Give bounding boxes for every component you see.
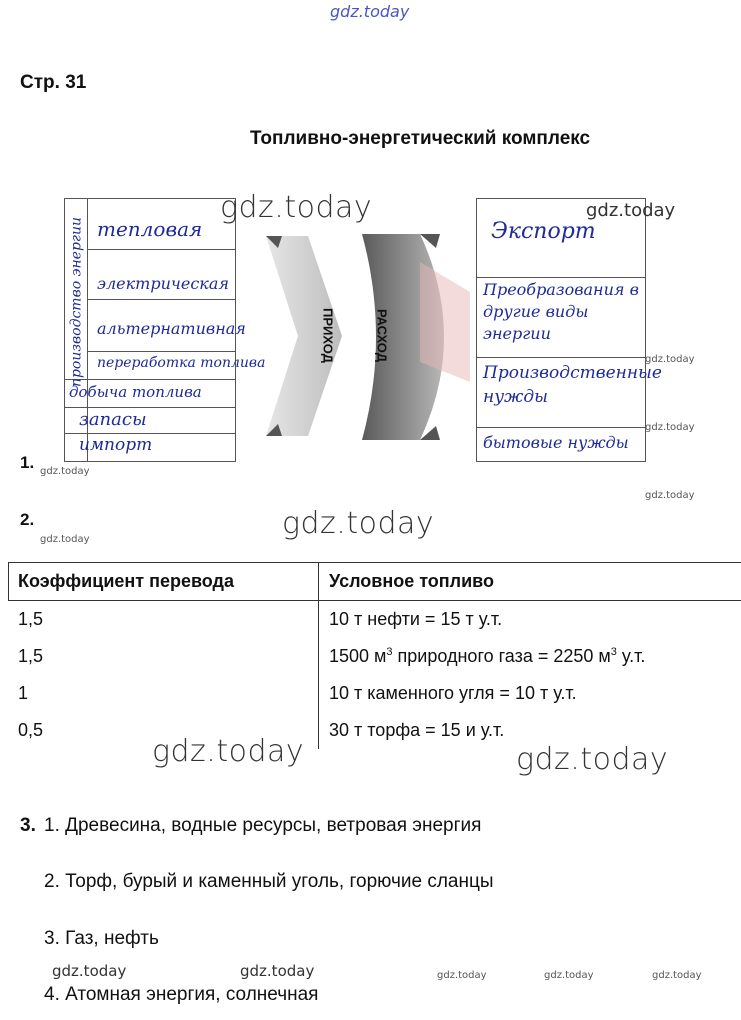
watermark: gdz.today — [586, 200, 676, 221]
task-3-number: 3. — [20, 815, 36, 836]
superscript: 3 — [386, 646, 393, 658]
left-row-6: запасы — [79, 409, 147, 430]
watermark: gdz.today — [437, 970, 487, 981]
watermark: gdz.today — [645, 422, 695, 433]
right-row-1: Экспорт — [491, 219, 596, 244]
fuel-cell: 10 т нефти = 15 т у.т. — [329, 609, 503, 629]
answer-line-3: 3. Газ, нефть — [44, 928, 159, 949]
fuel-cell — [319, 638, 741, 675]
right-box — [476, 198, 662, 462]
table-row — [8, 675, 741, 712]
answer-line-1: 1. Древесина, водные ресурсы, ветровая энергия — [44, 815, 482, 836]
watermark: gdz.today — [282, 506, 435, 541]
coef-cell: 1,5 — [8, 638, 319, 675]
header-fuel: Условное топливо — [319, 562, 741, 601]
fuel-part: у.т. — [616, 646, 646, 666]
watermark: gdz.today — [645, 354, 695, 365]
watermark: gdz.today — [544, 970, 594, 981]
task-1-number: 1. — [20, 453, 35, 472]
table-row — [8, 638, 741, 675]
fuel-cell: 10 т каменного угля = 10 т у.т. — [329, 683, 577, 703]
right-row-2: Преобразования в другие виды энергии — [483, 280, 639, 343]
left-row-1: тепловая — [97, 217, 203, 241]
watermark: gdz.today — [152, 734, 305, 769]
coef-cell: 1,5 — [8, 601, 319, 639]
section-title: Топливно-энергетический комплекс — [250, 128, 591, 149]
right-row-3: Производственные нужды — [483, 363, 662, 407]
table-row — [8, 601, 741, 639]
watermark: gdz.today — [52, 962, 127, 980]
left-box — [64, 198, 266, 462]
left-vertical-label: производство энергии — [68, 216, 85, 388]
answer-line-2: 2. Торф, бурый и каменный уголь, горючие сланцы — [44, 871, 494, 892]
outcome-label: РАСХОД — [374, 308, 390, 363]
answer-line-4: 4. Атомная энергия, солнечная — [44, 984, 319, 1005]
coef-cell: 1 — [8, 675, 319, 712]
watermark: gdz.today — [652, 970, 702, 981]
watermark: gdz.today — [240, 962, 315, 980]
coef-cell: 0,5 — [8, 712, 319, 749]
left-row-5: добыча топлива — [69, 383, 202, 401]
table-header-row — [8, 562, 741, 601]
watermark-top: gdz.today — [330, 2, 410, 21]
watermark: gdz.today — [40, 466, 90, 477]
left-row-4: переработка топлива — [97, 355, 266, 371]
task-2-number: 2. — [20, 510, 35, 529]
watermark: gdz.today — [645, 490, 695, 501]
page-label: Стр. 31 — [20, 72, 87, 93]
left-row-7: импорт — [79, 435, 153, 455]
right-row-4: бытовые нужды — [483, 433, 629, 452]
income-label: ПРИХОД — [320, 308, 336, 363]
fuel-part: 1500 м — [329, 646, 387, 666]
left-row-2: электрическая — [97, 274, 229, 293]
watermark: gdz.today — [220, 190, 373, 225]
header-coefficient: Коэффициент перевода — [8, 562, 319, 601]
fuel-part: природного газа = 2250 м — [392, 646, 611, 666]
superscript: 3 — [610, 646, 617, 658]
watermark: gdz.today — [516, 742, 669, 777]
conversion-table — [8, 562, 741, 749]
watermark: gdz.today — [40, 534, 90, 545]
fuel-cell: 30 т торфа = 15 и у.т. — [329, 720, 505, 740]
left-row-3: альтернативная — [97, 319, 246, 338]
